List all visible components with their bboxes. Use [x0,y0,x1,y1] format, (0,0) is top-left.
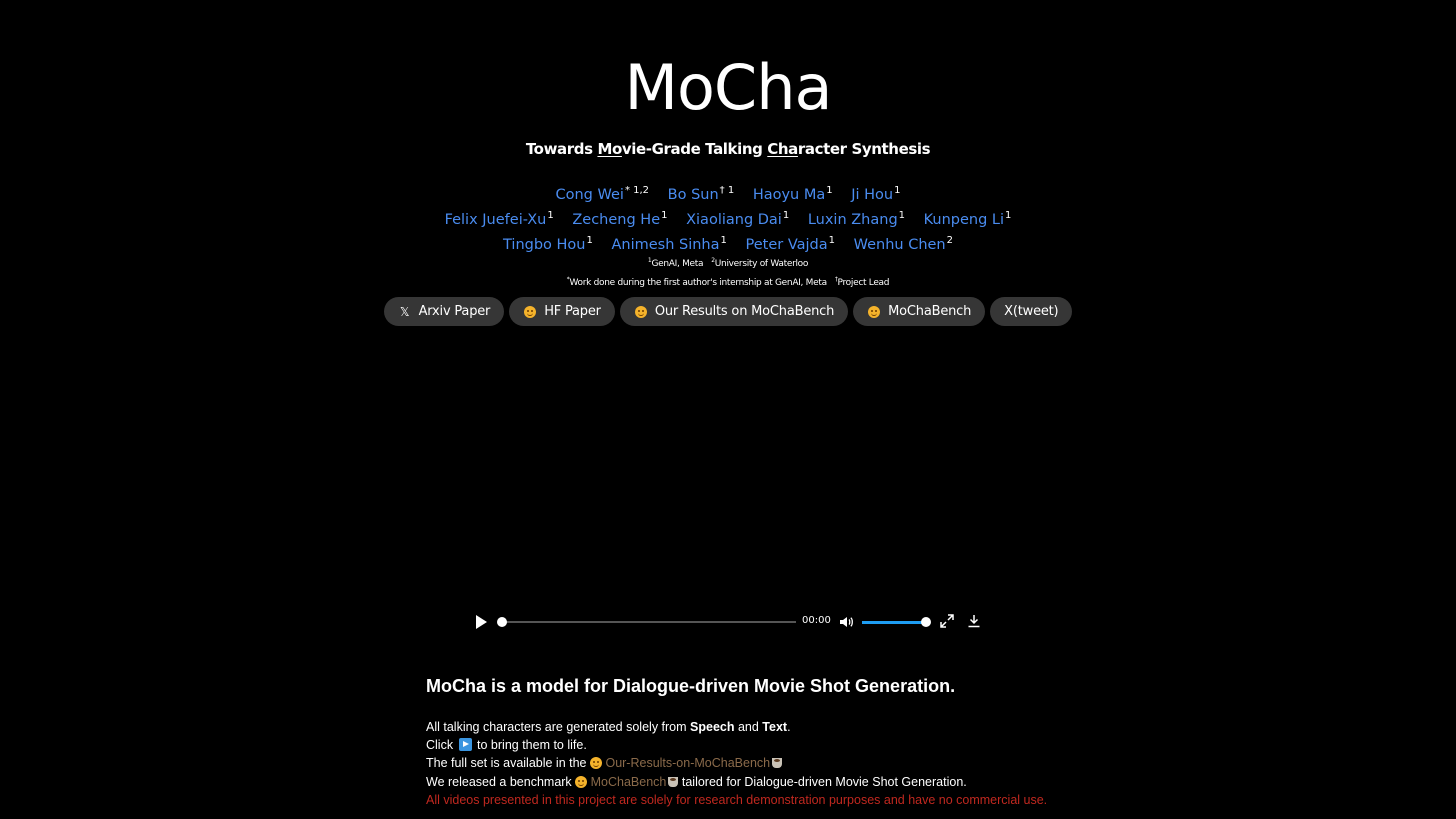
our-results-button[interactable]: Our Results on MoChaBench [620,297,848,326]
page-title: MoCha [624,51,832,124]
link-buttons [0,297,1456,326]
description-line: We released a benchmark MoChaBench tailored for Dialogue-driven Movie Shot Generation. [426,774,967,789]
play-icon[interactable] [476,615,487,629]
author-link[interactable]: Kunpeng Li$^1$ [923,210,1012,228]
author-link[interactable]: Xiaoliang Dai$^1$ [686,210,790,228]
coffee-icon [772,758,782,768]
mochabench-link[interactable]: MoChaBench [590,774,667,789]
description-line: The full set is available in the Our-Results-on-MoChaBench [426,754,1126,772]
description-lines [426,718,1126,809]
author-link[interactable]: Animesh Sinha$^1$ [611,235,727,253]
hugging-face-icon [867,305,881,319]
download-icon[interactable] [967,614,981,628]
fullscreen-icon[interactable] [940,614,954,628]
author-link[interactable]: Ji Hou$^1$ [851,185,901,203]
author-link[interactable]: Luxin Zhang$^1$ [807,210,906,228]
arxiv-paper-button[interactable]: 𝕏 Arxiv Paper [384,297,505,326]
author-row [0,178,1456,203]
author-list [0,178,1456,291]
volume-fill [862,621,926,624]
play-button-icon [459,738,472,751]
author-link[interactable]: Tingbo Hou$^1$ [503,235,593,253]
description-section [426,674,1126,809]
author-row [0,228,1456,253]
video-player[interactable] [466,608,990,636]
hugging-face-icon [634,305,648,319]
author-link[interactable]: Bo Sun$^{\dagger 1}$ [667,185,735,203]
author-row [0,203,1456,228]
disclaimer: All videos presented in this project are solely for research demonstration purposes and have no commercial use. [426,792,1048,807]
seek-thumb[interactable] [497,617,507,627]
section-heading: MoCha is a model for Dialogue-driven Movie Shot Generation. [426,676,956,696]
author-link[interactable]: Cong Wei$^{* 1,2}$ [555,185,650,203]
description-line: Click to bring them to life. [426,738,587,753]
author-link[interactable]: Peter Vajda$^1$ [745,235,835,253]
hugging-face-icon [575,776,587,788]
author-link[interactable]: Felix Juefei-Xu$^1$ [444,210,554,228]
hf-paper-button[interactable]: HF Paper [509,297,615,326]
author-link[interactable]: Haoyu Ma$^1$ [752,185,833,203]
mochabench-button[interactable]: MoChaBench [853,297,985,326]
tweet-button[interactable]: X(tweet) [990,297,1072,326]
x-logo-icon: 𝕏 [399,304,410,319]
volume-thumb[interactable] [921,617,931,627]
hugging-face-icon [523,305,537,319]
description-line: All talking characters are generated solely from Speech and Text. [426,720,791,734]
author-link[interactable]: Zecheng He$^1$ [572,210,668,228]
seek-bar[interactable] [498,621,796,623]
author-notes: *Work done during the first author's internship at GenAI, Meta †Project Lead [566,276,890,288]
hugging-face-icon [590,757,602,769]
page-subtitle: Towards Movie-Grade Talking Character Synthesis [525,140,931,158]
affiliations: $^1$GenAI, Meta $^2$University of Waterloo [647,257,809,269]
volume-icon[interactable] [838,614,854,630]
our-results-link[interactable]: Our-Results-on-MoChaBench [605,756,771,771]
volume-slider[interactable] [862,621,926,624]
time-display: 00:00 [802,615,831,626]
author-link[interactable]: Wenhu Chen$^2$ [853,235,953,253]
coffee-icon [668,777,678,787]
